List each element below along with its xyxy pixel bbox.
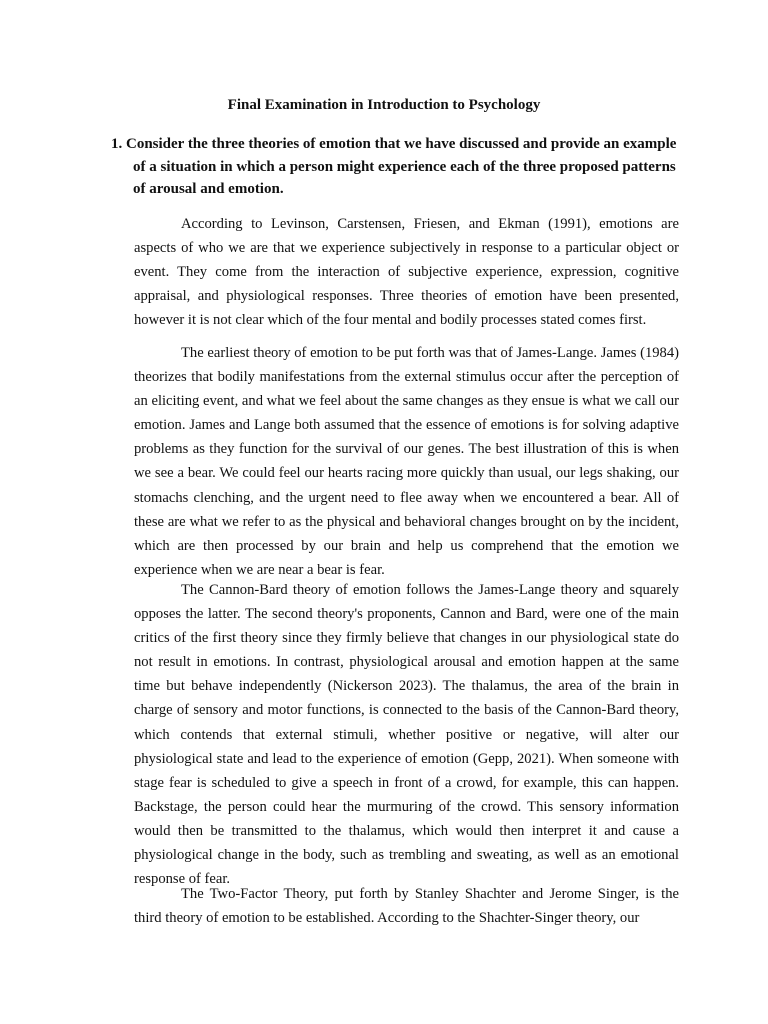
body-paragraph: The earliest theory of emotion to be put forth was that of James-Lange. James (1984) theorizes that bodily manifestations from the external stimulus occur after the perception of an eliciting event, and what we feel about the same changes as they ensue is what we call our emotion. James and Lange both assumed that the essence of emotions is for solving adaptive problems as they function for the survival of our genes. The best illustration of this is when we see a bear. We could feel our hearts racing more quickly than usual, our legs shaking, our stomachs clenching, and the urgent need to flee away when we encountered a bear. All of these are what we refer to as the physical and behavioral changes brought on by the incident, which are then processed by our brain and help us comprehend that the emotion we experience when we are near a bear is fear.	[134, 345, 679, 578]
body-paragraph: The Cannon-Bard theory of emotion follows the James-Lange theory and squarely opposes the latter. The second theory's proponents, Cannon and Bard, were one of the main critics of the first theory since they firmly believe that changes in our physiological state do not result in emotions. In contrast, physiological arousal and emotion happen at the same time but behave independently (Nickerson 2023). The thalamus, the area of the brain in charge of sensory and motor functions, is connected to the basis of the Cannon-Bard theory, which contends that external stimuli, whether positive or negative, will alter our physiological state and lead to the experience of emotion (Gepp, 2021). When someone with stage fear is scheduled to give a speech in front of a crowd, for example, this can happen. Backstage, the person could hear the murmuring of the crowd. This sensory information would then be transmitted to the thalamus, which would then interpret it and cause a physiological change in the body, such as trembling and sweating, as well as an emotional response of fear.	[134, 582, 679, 888]
body-paragraph: According to Levinson, Carstensen, Friesen, and Ekman (1991), emotions are aspects of who we are that we experience subjectively in response to a particular object or event. They come from the interaction of subjective experience, expression, cognitive appraisal, and physiological responses. Three theories of emotion have been presented, however it is not clear which of the four mental and bodily processes stated comes first.	[134, 216, 679, 329]
body-paragraph: The Two-Factor Theory, put forth by Stanley Shachter and Jerome Singer, is the third theory of emotion to be established. According to the Shachter-Singer theory, our	[134, 886, 679, 927]
question-prompt: 1. Consider the three theories of emotion that we have discussed and provide an example of a situation in which a person might experience each of the three proposed patterns of arousal and emotion.	[111, 136, 677, 198]
document-title: Final Examination in Introduction to Psychology	[227, 97, 541, 113]
